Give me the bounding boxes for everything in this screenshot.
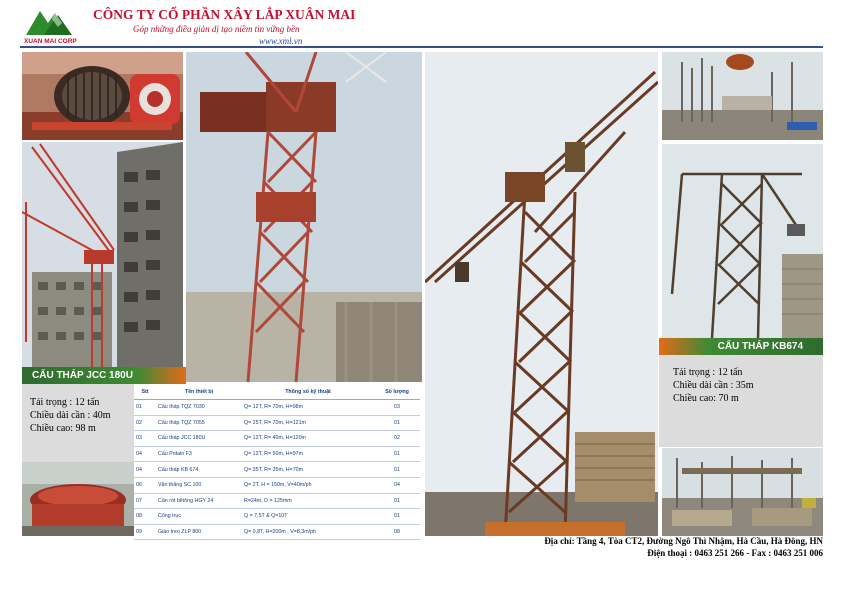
cell-specs: Q= 25T, R= 70m, H=121m (242, 415, 374, 431)
company-phone: Điện thoại : 0463 251 266 - Fax : 0463 251 006 (647, 548, 823, 558)
cell-qty: 01 (374, 415, 420, 431)
cell-name: Cẩu tháp KB 674 (156, 462, 242, 478)
cell-name: Cổng trục (156, 509, 242, 525)
table-row (134, 431, 420, 447)
cell-qty: 01 (374, 462, 420, 478)
cell-qty: 02 (374, 431, 420, 447)
cell-name: Cẩu Potain F3 (156, 446, 242, 462)
winch-photo (22, 52, 183, 140)
table-row (134, 462, 420, 478)
construction-site-photo (662, 52, 823, 140)
col-header-name: Tên thiết bị (156, 384, 242, 400)
cell-stt: 01 (134, 400, 156, 416)
company-name: CÔNG TY CỔ PHẦN XÂY LẮP XUÂN MAI (93, 7, 356, 22)
cell-name: Giáo treo ZLP 800 (156, 524, 242, 540)
cell-qty: 01 (374, 509, 420, 525)
table-row (134, 493, 420, 509)
table-row (134, 400, 420, 416)
col-header-specs: Thông số kỹ thuật (242, 384, 374, 400)
jcc-height-spec: Chiều cao: 98 m (30, 423, 96, 434)
cell-name: Cẩu tháp JCC 180U (156, 431, 242, 447)
cell-qty: 01 (374, 493, 420, 509)
jcc-load-spec: Tải trọng : 12 tấn (30, 397, 100, 408)
table-row (134, 415, 420, 431)
equipment-table (134, 384, 420, 536)
precast-yard-photo (662, 448, 823, 536)
bucket-equipment-photo (22, 462, 134, 536)
table-row (134, 524, 420, 540)
col-header-qty: Số lượng (374, 384, 420, 400)
jcc-spec-box (22, 384, 136, 462)
cell-stt: 04 (134, 462, 156, 478)
cell-qty: 03 (374, 400, 420, 416)
cell-stt: 04 (134, 446, 156, 462)
cell-qty: 01 (374, 446, 420, 462)
cell-specs: R=24m, D = 125mm (242, 493, 374, 509)
cell-name: Cẩu tháp TQZ 7055 (156, 415, 242, 431)
jcc-boom-length-spec: Chiều dài cần : 40m (30, 410, 111, 421)
cell-name: Vận thăng SC 100 (156, 477, 242, 493)
cell-specs: Q= 0,8T, H=200m , V=8,3m/ph (242, 524, 374, 540)
kb674-crane-photo (662, 144, 823, 338)
kb674-boom-length-spec: Chiều dài cần : 35m (673, 380, 754, 391)
cell-specs: Q = 7,5T & Q=10T (242, 509, 374, 525)
cell-stt: 02 (134, 415, 156, 431)
cell-stt: 06 (134, 477, 156, 493)
cell-specs: Q= 12T, R= 40m, H=120m (242, 431, 374, 447)
table-row (134, 509, 420, 525)
cell-stt: 07 (134, 493, 156, 509)
cell-specs: Q= 12T, R= 70m, H=98m (242, 400, 374, 416)
tall-crane-photo (425, 52, 658, 536)
cell-stt: 09 (134, 524, 156, 540)
cell-specs: Q= 2T, H = 150m, V=40m/ph (242, 477, 374, 493)
cell-specs: Q= 35T, R= 35m, H=70m (242, 462, 374, 478)
company-logo (22, 5, 88, 45)
logo-text: XUAN MAI CORP (24, 38, 77, 45)
table-header-row (134, 384, 420, 400)
cell-stt: 03 (134, 431, 156, 447)
kb674-crane-caption: CẨU THÁP KB674 (659, 338, 823, 355)
table-row (134, 446, 420, 462)
kb674-load-spec: Tải trọng : 12 tấn (673, 367, 743, 378)
jcc-crane-photo (22, 142, 183, 369)
cell-specs: Q= 12T, R= 50m, H=97m (242, 446, 374, 462)
col-header-stt: Stt (134, 384, 156, 400)
cell-qty: 08 (374, 524, 420, 540)
header-divider (20, 46, 823, 48)
company-address: Địa chỉ: Tầng 4, Tòa CT2, Đường Ngô Thì Nhậm, Hà Cầu, Hà Đông, HN (544, 536, 823, 546)
cell-qty: 04 (374, 477, 420, 493)
company-website[interactable]: www.xml.vn (259, 36, 303, 46)
cell-name: Cẩu tháp TQZ 7030 (156, 400, 242, 416)
jcc-crane-caption: CẨU THÁP JCC 180U (22, 367, 186, 384)
cell-name: Cần rót bêtông HGY 24 (156, 493, 242, 509)
cell-stt: 08 (134, 509, 156, 525)
kb674-spec-box (659, 355, 823, 447)
company-slogan: Góp những điều giản dị tạo niềm tin vững bền (133, 24, 300, 34)
kb674-height-spec: Chiều cao: 70 m (673, 393, 739, 404)
tower-crane-top-photo (186, 52, 422, 382)
table-row (134, 477, 420, 493)
